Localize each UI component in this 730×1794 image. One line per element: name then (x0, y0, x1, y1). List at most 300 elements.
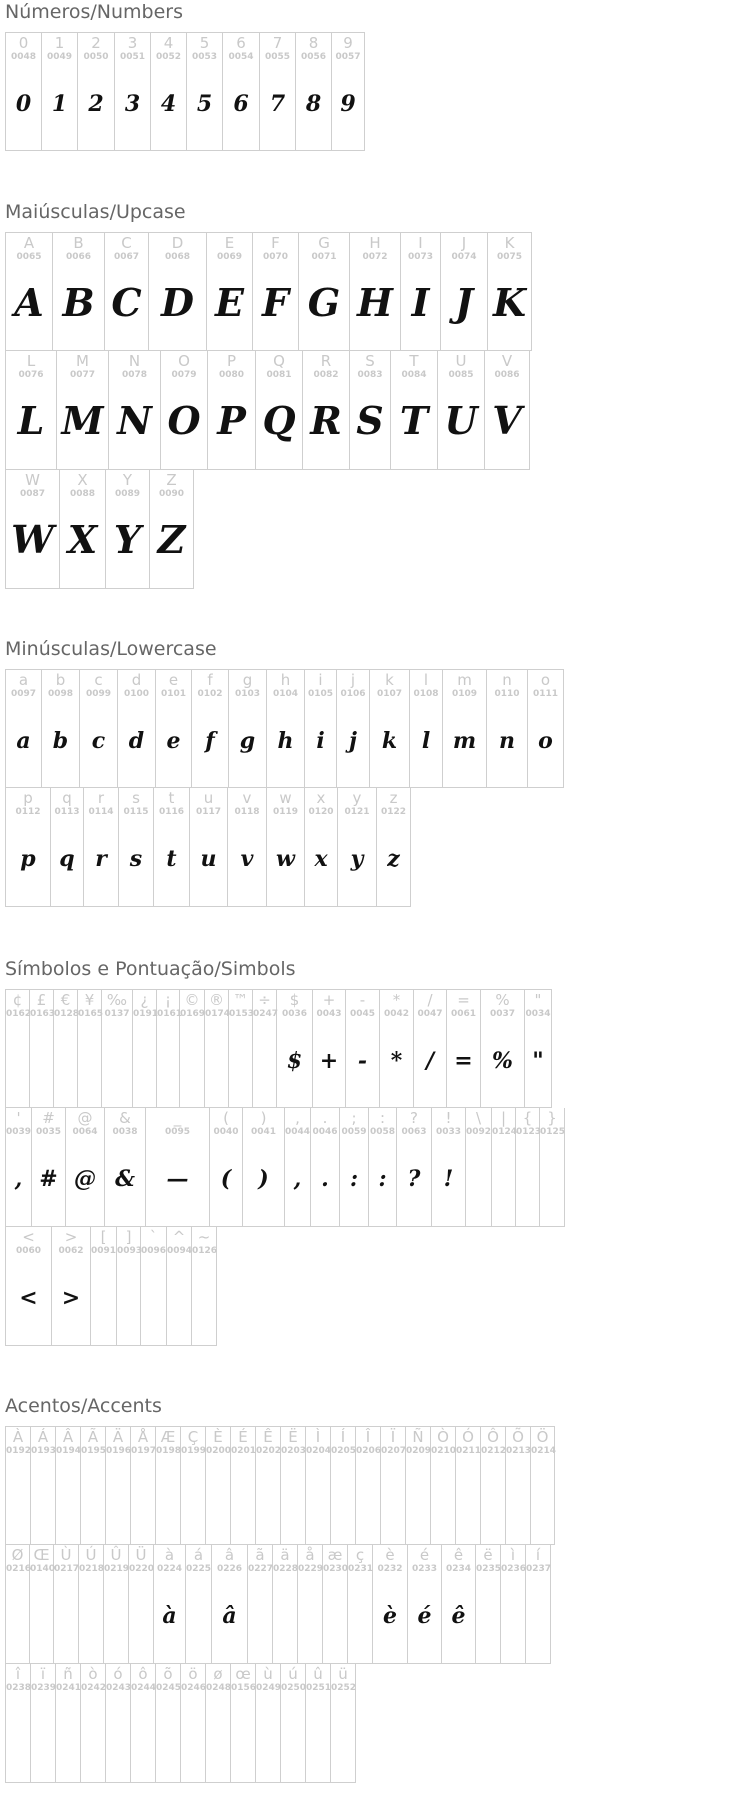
char-label: $ (289, 991, 300, 1009)
char-label: + (322, 991, 336, 1009)
glyph-cell (229, 989, 253, 1108)
glyph-cell (104, 1545, 129, 1664)
glyph-cell (192, 1227, 217, 1346)
char-label: O (178, 352, 190, 370)
char-label: P (226, 352, 237, 370)
char-code: 0118 (234, 807, 260, 817)
glyph-cell (401, 232, 441, 351)
glyph-sample: , (293, 1166, 302, 1192)
glyph-cell (109, 351, 161, 470)
glyph-sample: j (349, 728, 357, 754)
glyph-cell (306, 1664, 331, 1783)
char-label: ô (138, 1665, 148, 1683)
char-code: 0113 (54, 807, 80, 817)
glyph-cell (531, 1426, 555, 1545)
char-label: X (77, 471, 88, 489)
glyph-cell (181, 1426, 206, 1545)
char-label: ~ (197, 1228, 211, 1246)
char-label: Å (137, 1428, 149, 1446)
char-label: / (427, 991, 433, 1009)
char-code: 0102 (197, 689, 223, 699)
char-code: 0193 (31, 1446, 57, 1456)
char-code: 0056 (300, 52, 327, 62)
char-label: ö (188, 1665, 198, 1683)
glyph-cell (525, 989, 552, 1108)
char-label: " (534, 991, 542, 1009)
glyph-row (5, 669, 564, 788)
char-code: 0083 (357, 370, 383, 380)
glyph-cell (481, 1426, 506, 1545)
glyph-sample: < (19, 1285, 38, 1311)
glyph-cell (149, 232, 207, 351)
char-label: ® (209, 991, 224, 1009)
glyph-sample: ! (443, 1166, 454, 1192)
glyph-cell (506, 1426, 531, 1545)
glyph-sample: é (417, 1603, 432, 1629)
glyph-sample: i (316, 728, 325, 754)
glyph-cell (156, 669, 192, 788)
char-code: 0055 (264, 52, 291, 62)
char-label: æ (327, 1546, 343, 1564)
char-code: 0119 (272, 807, 299, 817)
char-label: w (279, 789, 292, 807)
glyph-cell (6, 470, 60, 589)
char-label: A (23, 234, 35, 252)
glyph-cell (397, 1108, 432, 1227)
char-code: 0035 (35, 1127, 62, 1137)
char-code: 0165 (78, 1009, 104, 1019)
char-label: Z (166, 471, 177, 489)
glyph-cell (106, 470, 150, 589)
glyph-row (5, 989, 565, 1108)
glyph-cell (432, 1108, 466, 1227)
char-label: ó (113, 1665, 123, 1683)
char-label: 6 (236, 34, 246, 52)
glyph-sample: # (39, 1166, 58, 1192)
char-code: 0033 (435, 1127, 462, 1137)
char-code: 0169 (180, 1009, 206, 1019)
glyph-cell (106, 1426, 131, 1545)
glyph-cell (187, 32, 223, 151)
glyph-sample: V (492, 398, 522, 443)
char-label: b (55, 671, 66, 689)
glyph-cell (79, 1545, 104, 1664)
glyph-cell (526, 1545, 551, 1664)
char-label: 7 (272, 34, 283, 52)
char-label: { (522, 1109, 533, 1127)
glyph-sample: u (200, 846, 217, 872)
char-code: 0094 (167, 1246, 193, 1256)
char-label: ë (483, 1546, 493, 1564)
char-label: È (213, 1428, 223, 1446)
glyph-cell (248, 1545, 273, 1664)
char-code: 0051 (119, 52, 146, 62)
char-label: 0 (18, 34, 29, 52)
char-label: s (132, 789, 140, 807)
char-label: t (168, 789, 175, 807)
char-code: 0233 (411, 1564, 438, 1574)
char-code: 0049 (46, 52, 73, 62)
glyph-row (5, 470, 532, 589)
glyph-cell (6, 989, 30, 1108)
char-label: r (97, 789, 105, 807)
glyph-cell (30, 989, 54, 1108)
char-label: x (316, 789, 326, 807)
char-code: 0110 (494, 689, 520, 699)
char-code: 0250 (281, 1683, 307, 1693)
char-code: 0196 (106, 1446, 132, 1456)
glyph-cell (106, 1664, 131, 1783)
char-label: ¡ (164, 991, 171, 1009)
char-label: * (392, 991, 401, 1009)
glyph-sample: f (205, 728, 215, 754)
glyph-cell (481, 989, 525, 1108)
glyph-row (5, 351, 532, 470)
char-code: 0098 (47, 689, 74, 699)
char-label: B (73, 234, 84, 252)
glyph-sample: R (310, 398, 342, 443)
char-code: 0161 (157, 1009, 183, 1019)
char-label: g (242, 671, 253, 689)
glyph-cell (133, 989, 157, 1108)
char-code: 0039 (6, 1127, 32, 1137)
char-code: 0252 (331, 1683, 357, 1693)
char-label: ` (149, 1228, 158, 1246)
char-label: À (12, 1428, 24, 1446)
char-label: £ (36, 991, 47, 1009)
char-code: 0062 (58, 1246, 84, 1256)
glyph-sample: 4 (160, 91, 177, 117)
glyph-cell (442, 1545, 476, 1664)
glyph-sample: A (14, 280, 44, 325)
glyph-grid (5, 1426, 555, 1783)
glyph-sample: ( (220, 1166, 232, 1192)
glyph-row (5, 1227, 565, 1346)
char-label: I (418, 234, 423, 252)
glyph-cell (431, 1426, 456, 1545)
char-code: 0087 (19, 489, 46, 499)
glyph-sample: x (314, 846, 328, 872)
char-code: 0057 (335, 52, 361, 62)
glyph-sample: — (166, 1166, 189, 1192)
char-label: 5 (199, 34, 210, 52)
glyph-sample: I (411, 280, 430, 325)
glyph-sample: p (20, 846, 36, 872)
char-code: 0105 (307, 689, 334, 699)
char-code: 0229 (298, 1564, 324, 1574)
char-code: 0071 (311, 252, 337, 262)
glyph-cell (31, 1426, 56, 1545)
glyph-cell (42, 669, 80, 788)
char-code: 0137 (104, 1009, 130, 1019)
char-label: V (501, 352, 513, 370)
char-code: 0082 (313, 370, 339, 380)
char-code: 0246 (181, 1683, 207, 1693)
char-label: e (168, 671, 179, 689)
char-label: Û (110, 1546, 122, 1564)
section-title: Maiúsculas/Upcase (5, 201, 186, 223)
char-code: 0205 (331, 1446, 357, 1456)
char-code: 0066 (65, 252, 92, 262)
glyph-cell (6, 1426, 31, 1545)
section-minusculas-lowercase (5, 637, 564, 907)
glyph-cell (54, 1545, 79, 1664)
glyph-cell (119, 788, 154, 907)
char-code: 0101 (160, 689, 187, 699)
glyph-cell (186, 1545, 212, 1664)
char-label: 1 (54, 34, 65, 52)
char-code: 0121 (344, 807, 370, 817)
char-code: 0059 (341, 1127, 367, 1137)
glyph-sample: v (240, 846, 254, 872)
glyph-cell (54, 989, 78, 1108)
glyph-sample: / (425, 1048, 435, 1074)
glyph-cell (6, 669, 42, 788)
glyph-cell (306, 1426, 331, 1545)
char-label: d (131, 671, 142, 689)
glyph-cell (56, 1426, 81, 1545)
char-label: ù (263, 1665, 273, 1683)
char-code: 0194 (56, 1446, 82, 1456)
glyph-cell (167, 1227, 192, 1346)
glyph-sample: k (381, 728, 398, 754)
char-label: E (224, 234, 235, 252)
glyph-row (5, 1664, 555, 1783)
glyph-sample: 3 (124, 91, 141, 117)
glyph-sample: F (262, 280, 289, 325)
char-label: 4 (163, 34, 174, 52)
char-label: Ê (263, 1428, 273, 1446)
section-title: Símbolos e Pontuação/Simbols (5, 958, 296, 980)
char-label: N (128, 352, 141, 370)
glyph-row (5, 1545, 555, 1664)
glyph-cell (156, 1426, 181, 1545)
glyph-sample: W (11, 517, 54, 562)
char-code: 0036 (281, 1009, 308, 1019)
glyph-cell (42, 32, 78, 151)
char-label: U (455, 352, 467, 370)
char-code: 0042 (383, 1009, 410, 1019)
char-label: Ë (288, 1428, 298, 1446)
glyph-sample: > (61, 1285, 81, 1311)
glyph-sample: & (115, 1166, 135, 1192)
glyph-sample: @ (74, 1166, 96, 1192)
glyph-cell (337, 669, 370, 788)
glyph-cell (313, 989, 346, 1108)
char-label: ø (213, 1665, 223, 1683)
glyph-cell (78, 989, 102, 1108)
glyph-cell (231, 1664, 256, 1783)
char-label: = (457, 991, 470, 1009)
char-code: 0115 (123, 807, 149, 817)
glyph-cell (78, 32, 115, 151)
char-code: 0034 (525, 1009, 551, 1019)
glyph-sample: q (59, 846, 75, 872)
glyph-cell (369, 1108, 397, 1227)
char-label: ™ (233, 991, 248, 1009)
char-code: 0086 (494, 370, 520, 380)
char-label: Ô (487, 1428, 499, 1446)
char-label: ! (445, 1109, 452, 1127)
char-code: 0061 (450, 1009, 477, 1019)
glyph-sample: K (492, 280, 527, 325)
char-label: Õ (512, 1428, 524, 1446)
char-code: 0228 (273, 1564, 299, 1574)
char-code: 0064 (72, 1127, 98, 1137)
char-label: ¢ (12, 991, 23, 1009)
char-code: 0211 (456, 1446, 482, 1456)
char-label: û (313, 1665, 323, 1683)
char-label: R (320, 352, 332, 370)
glyph-sample: . (321, 1166, 329, 1192)
char-code: 0218 (79, 1564, 105, 1574)
char-label: f (207, 671, 213, 689)
glyph-cell (377, 788, 411, 907)
char-label: Â (62, 1428, 74, 1446)
char-code: 0163 (30, 1009, 56, 1019)
char-label: å (305, 1546, 315, 1564)
char-label: Ó (462, 1428, 474, 1446)
char-code: 0103 (234, 689, 261, 699)
glyph-sample: J (455, 280, 473, 325)
char-code: 0116 (158, 807, 185, 817)
char-code: 0050 (83, 52, 109, 62)
char-code: 0092 (466, 1127, 492, 1137)
glyph-cell (299, 232, 350, 351)
glyph-cell (206, 1664, 231, 1783)
glyph-cell (53, 232, 105, 351)
glyph-cell (146, 1108, 210, 1227)
glyph-cell (190, 788, 228, 907)
glyph-cell (370, 669, 410, 788)
glyph-cell (180, 989, 205, 1108)
char-label: @ (77, 1109, 93, 1127)
glyph-cell (311, 1108, 340, 1227)
glyph-grid (5, 989, 565, 1346)
char-label: Ï (390, 1428, 396, 1446)
section-title: Minúsculas/Lowercase (5, 638, 217, 660)
char-label: î (15, 1665, 21, 1683)
glyph-sample: P (217, 398, 246, 443)
glyph-sample: d (128, 728, 145, 754)
char-code: 0048 (10, 52, 37, 62)
char-code: 0231 (348, 1564, 374, 1574)
char-code: 0047 (417, 1009, 443, 1019)
glyph-sample: M (61, 398, 104, 443)
glyph-sample: : (349, 1166, 359, 1192)
char-code: 0219 (104, 1564, 130, 1574)
char-label: [ (100, 1228, 107, 1246)
section-title: Números/Numbers (5, 1, 183, 23)
char-code: 0074 (451, 252, 477, 262)
glyph-cell (243, 1108, 285, 1227)
glyph-cell (373, 1545, 408, 1664)
glyph-cell (6, 232, 53, 351)
glyph-cell (80, 669, 118, 788)
glyph-cell (131, 1664, 156, 1783)
char-label: h (280, 671, 291, 689)
glyph-cell (350, 351, 391, 470)
char-code: 0054 (228, 52, 254, 62)
glyph-cell (52, 1227, 91, 1346)
char-code: 0214 (531, 1446, 557, 1456)
char-code: 0053 (191, 52, 218, 62)
glyph-cell (228, 788, 267, 907)
glyph-sample: L (17, 398, 45, 443)
glyph-cell (151, 32, 187, 151)
glyph-cell (492, 1108, 516, 1227)
glyph-cell (340, 1108, 369, 1227)
char-code: 0058 (369, 1127, 396, 1137)
glyph-sample: - (357, 1048, 368, 1074)
char-code: 0099 (85, 689, 112, 699)
char-code: 0044 (285, 1127, 311, 1137)
char-label: õ (163, 1665, 173, 1683)
glyph-sample: z (387, 846, 400, 872)
glyph-sample: " (532, 1048, 544, 1074)
glyph-cell (6, 351, 57, 470)
glyph-cell (253, 232, 299, 351)
char-label: œ (235, 1665, 251, 1683)
glyph-cell (256, 1426, 281, 1545)
glyph-sample: t (166, 846, 177, 872)
char-label: Ú (85, 1546, 97, 1564)
char-code: 0230 (323, 1564, 349, 1574)
char-label: â (224, 1546, 235, 1564)
char-label: Ò (437, 1428, 449, 1446)
char-code: 0236 (501, 1564, 527, 1574)
char-code: 0038 (112, 1127, 138, 1137)
glyph-sample: G (307, 280, 341, 325)
char-label: K (504, 234, 515, 252)
char-label: ç (355, 1546, 365, 1564)
glyph-sample: 0 (15, 91, 32, 117)
glyph-row (5, 232, 532, 351)
char-code: 0217 (54, 1564, 80, 1574)
glyph-cell (485, 351, 530, 470)
glyph-sample: + (319, 1048, 339, 1074)
glyph-row (5, 32, 365, 151)
char-code: 0109 (451, 689, 478, 699)
char-code: 0069 (216, 252, 243, 262)
glyph-sample: E (215, 280, 244, 325)
glyph-cell (456, 1426, 481, 1545)
glyph-cell (31, 1664, 56, 1783)
glyph-cell (350, 232, 401, 351)
char-code: 0210 (431, 1446, 457, 1456)
char-code: 0079 (171, 370, 197, 380)
char-code: 0123 (516, 1127, 542, 1137)
glyph-sample: = (454, 1048, 473, 1074)
char-label: , (295, 1109, 300, 1127)
char-label: © (184, 991, 200, 1009)
glyph-cell (156, 1664, 181, 1783)
glyph-cell (410, 669, 443, 788)
char-label: 2 (91, 34, 101, 52)
char-label: É (238, 1428, 248, 1446)
char-code: 0046 (312, 1127, 338, 1137)
char-code: 0174 (205, 1009, 231, 1019)
glyph-cell (285, 1108, 311, 1227)
char-code: 0085 (448, 370, 474, 380)
glyph-cell (260, 32, 296, 151)
char-label: ] (125, 1228, 132, 1246)
char-code: 0067 (113, 252, 140, 262)
glyph-row (5, 1426, 555, 1545)
glyph-cell (66, 1108, 105, 1227)
char-label: Ç (187, 1428, 199, 1446)
char-label: : (379, 1109, 386, 1127)
